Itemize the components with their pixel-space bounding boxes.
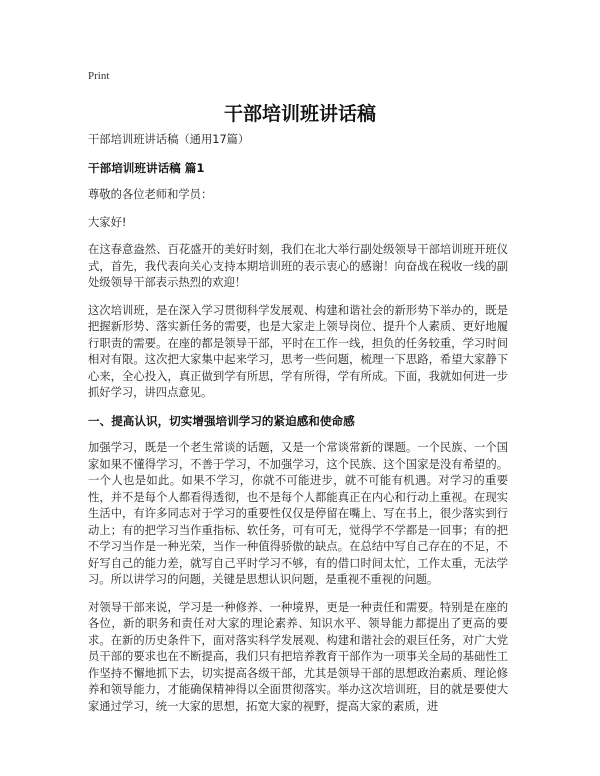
greeting-line: 尊敬的各位老师和学员： — [88, 188, 213, 201]
print-label[interactable]: Print — [88, 70, 110, 82]
section-heading: 一、提高认识，切实增强培训学习的紧迫感和使命感 — [88, 413, 355, 428]
hello-line: 大家好! — [88, 215, 127, 229]
section-paragraph: 对领导干部来说，学习是一种修养、一种境界，更是一种责任和需要。特别是在座的各位，新的职务和责任对大家的理论素养、知识水平、领导能力都提出了更高的要求。在新的历史条件下，面对落实科学发展观、构建和谐社会的艰巨任务，对广大党员干部的要求也在不断提高，我们只有把培养教育干部作为一项事关全局的基础性工作坚持不懈地抓下去，切实提高各级干部，尤其是领导干部的思想政治素质、理论修养和领导能力，才能确保精神得以全面贯彻落实。举办这次培训班，目的就是要使大家通过学习，统一大家的思想，拓宽大家的视野，提高大家的素质，进 — [88, 600, 508, 713]
page-title: 干部培训班讲话稿 — [223, 103, 376, 125]
document-subtitle: 干部培训班讲话稿（通用17篇） — [88, 133, 250, 146]
section-paragraph: 加强学习，既是一个老生常谈的话题，又是一个常谈常新的课题。一个民族、一个国家如果不懂得学习，不善于学习，不加强学习，这个民族、这个国家是没有希望的。一个人也是如此。如果不学习，你就不可能进步，就不可能有机遇。对学习的重要性，并不是每个人都看得透彻，也不是每个人都能真正在内心和行动上重视。在现实生活中，有许多同志对于学习的重要性仅仅是停留在嘴上、写在书上，很少落实到行动上；有的把学习当作重指标、软任务，可有可无，觉得学不学都是一回事；有的把不学习当作是一种光荣，当作一种值得骄傲的缺点。在总结中写自己存在的不足，不好写自己的能力差，就写自己平时学习不够，有的借口时间太忙，工作太重，无法学习。所以讲学习的问题，关键是思想认识问题，是重视不重视的问题。 — [88, 441, 508, 586]
paragraph-intro: 这次培训班，是在深入学习贯彻科学发展观、构建和谐社会的新形势下举办的，既是把握新形势、落实新任务的需要，也是大家走上领导岗位、提升个人素质、更好地履行职责的需要。在座的都是领导干部，平时在工作一线，担负的任务较重，学习时间相对有限。这次把大家集中起来学习，思考一些问题，梳理一下思路，希望大家静下心来，全心投入，真正做到学有所思，学有所得，学有所成。下面，我就如何进一步抓好学习，讲四点意见。 — [88, 303, 508, 399]
paragraph-opening: 在这春意盎然、百花盛开的美好时刻，我们在北大举行副处级领导干部培训班开班仪式，首先，我代表向关心支持本期培训班的表示衷心的感谢！向奋战在税收一线的副处级领导干部表示热烈的欢迎！ — [88, 243, 508, 289]
document-body — [88, 132, 508, 726]
part-heading: 干部培训班讲话稿 篇1 — [88, 160, 205, 175]
